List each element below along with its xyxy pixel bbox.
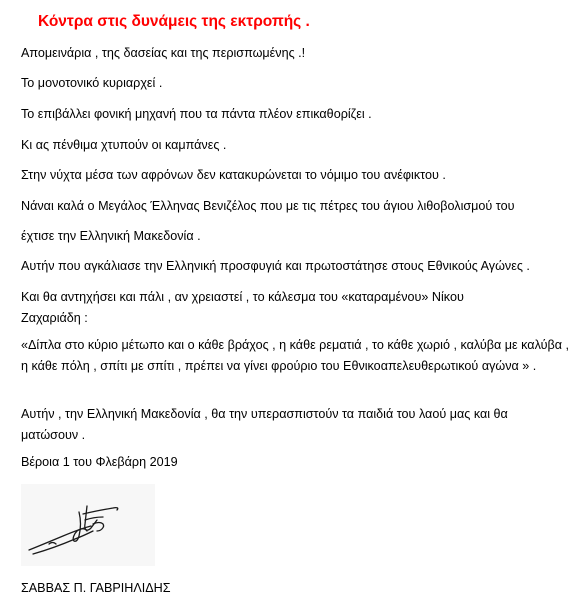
paragraph: Το επιβάλλει φονική μηχανή που τα πάντα πλέον επικαθορίζει .	[21, 107, 372, 121]
paragraph-quote: «Δίπλα στο κύριο μέτωπο και ο κάθε βράχος , η κάθε ρεματιά , το κάθε χωριό , καλύβα με καλύβα , η κάθε πόλη , σπίτι με σπίτι , πρέπει να γίνει φρούριο του Εθνικοαπελευθερωτικού αγώνα » .	[21, 338, 569, 373]
paragraph: Αυτήν που αγκάλιασε την Ελληνική προσφυγιά και πρωτοστάτησε στους Εθνικούς Αγώνες .	[21, 259, 530, 273]
paragraph: Κι ας πένθιμα χτυπούν οι καμπάνες .	[21, 138, 227, 152]
paragraph: Απομεινάρια , της δασείας και της περισπωμένης .!	[21, 46, 306, 60]
paragraph: Και θα αντηχήσει και πάλι , αν χρειαστεί , το κάλεσμα του «καταραμένου» Νίκου Ζαχαριάδη :	[21, 290, 464, 325]
paragraph: έχτισε την Ελληνική Μακεδονία .	[21, 229, 201, 243]
signature-image	[21, 484, 155, 566]
paragraph: Στην νύχτα μέσα των αφρόνων δεν κατακυρώνεται το νόμιμο του ανέφικτου .	[21, 168, 446, 182]
date-line: Βέροια 1 του Φλεβάρη 2019	[21, 455, 178, 469]
paragraph: Νάναι καλά ο Μεγάλος Έλληνας Βενιζέλος που με τις πέτρες του άγιου λιθοβολισμού του	[21, 199, 515, 213]
signer-name: ΣΑΒΒΑΣ Π. ΓΑΒΡΙΗΛΙΔΗΣ	[21, 581, 171, 595]
paragraph: Το μονοτονικό κυριαρχεί .	[21, 76, 163, 90]
document-title: Κόντρα στις δυνάμεις της εκτροπής .	[38, 13, 310, 30]
handwritten-signature-icon	[21, 484, 155, 566]
paragraph: Αυτήν , την Ελληνική Μακεδονία , θα την υπερασπιστούν τα παιδιά του λαού μας και θα ματώσουν .	[21, 407, 508, 442]
